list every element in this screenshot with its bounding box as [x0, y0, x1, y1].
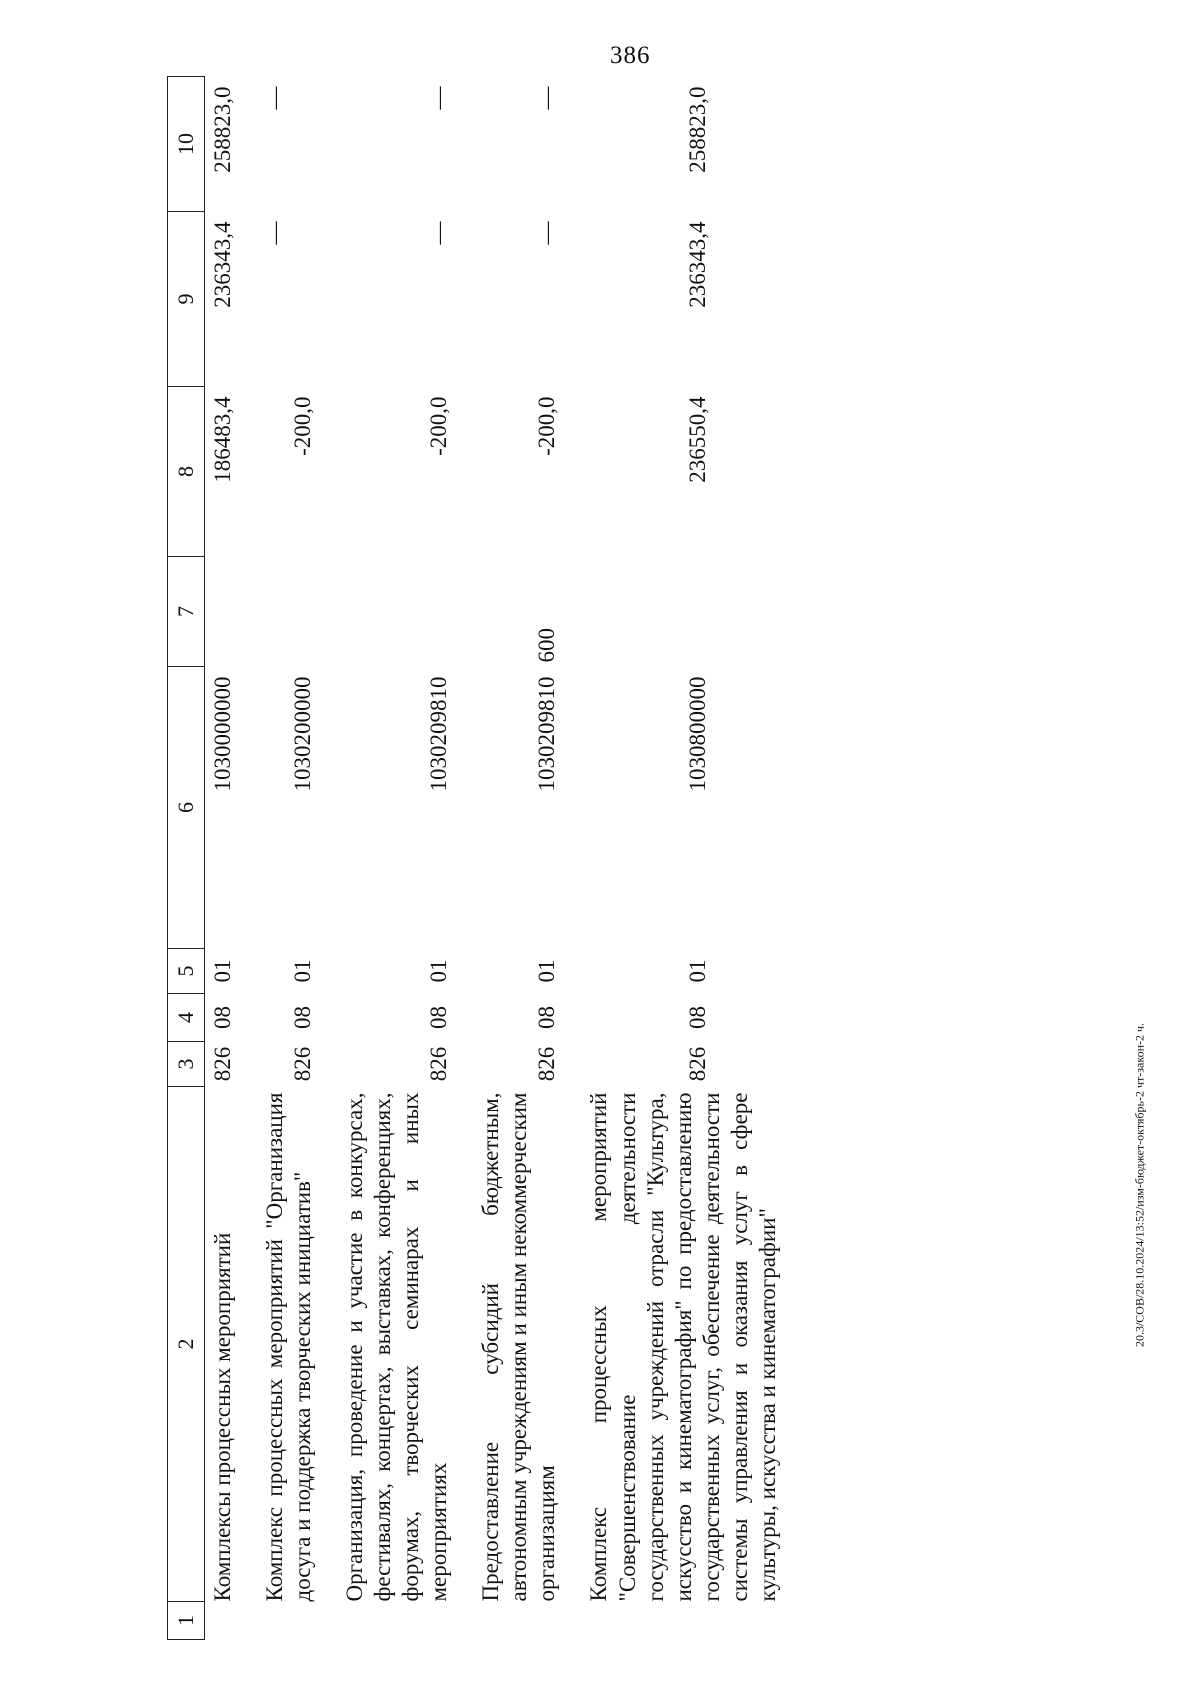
column-header: 4 — [168, 994, 205, 1042]
table-row — [581, 77, 781, 1640]
column-header: 1 — [168, 1602, 205, 1640]
cell-subsection: 01 — [210, 959, 235, 983]
cell-amount-2025: 236343,4 — [684, 221, 710, 308]
cell-amount-2024: -200,0 — [534, 396, 560, 456]
cell-amount-2026: 258823,0 — [684, 86, 710, 173]
row-description: Комплексы процессных мероприятий — [210, 1232, 235, 1602]
row-description: Комплекс процессных мероприятий "Организация досуга и поддержка творческих инициатив" — [262, 1092, 316, 1602]
cell-amount-2026: — — [426, 86, 452, 110]
cell-target-code: 1030800000 — [684, 676, 710, 792]
cell-amount-2025: — — [426, 221, 452, 245]
cell-amount-2025: — — [534, 221, 560, 245]
cell-expense-type — [581, 557, 781, 667]
row-description: Организация, проведение и участие в конкурсах, фестивалях, концертах, выставках, конференциях, форумах, творческих семинарах и иных мероприятиях — [342, 1092, 452, 1602]
column-header: 5 — [168, 949, 205, 994]
cell-target-code: 1030200000 — [290, 676, 316, 792]
cell-amount-2025: 236343,4 — [210, 221, 235, 308]
cell-ministry: 826 — [426, 1046, 452, 1082]
cell-section: 08 — [534, 1006, 560, 1029]
cell-amount-2026: — — [262, 86, 288, 110]
cell-ministry: 826 — [684, 1046, 710, 1082]
column-header: 9 — [168, 212, 205, 387]
cell-expense-type: 600 — [534, 628, 560, 663]
cell-target-code: 1030209810 — [426, 676, 452, 792]
cell-amount-2026: 258823,0 — [210, 86, 235, 173]
cell-expense-type — [337, 557, 453, 667]
column-header: 10 — [168, 77, 205, 212]
cell-ministry: 826 — [210, 1046, 235, 1082]
table-header-row — [168, 77, 205, 1640]
cell-amount-2024: 236550,4 — [684, 396, 710, 483]
table-row — [473, 77, 561, 1640]
column-header: 3 — [168, 1042, 205, 1087]
cell-amount-2024: 186483,4 — [210, 396, 235, 483]
table-row — [257, 77, 317, 1640]
cell-section: 08 — [290, 1006, 316, 1029]
cell-amount-2024: -200,0 — [290, 396, 316, 456]
cell-ministry: 826 — [534, 1046, 560, 1082]
cell-target-code: 1030209810 — [534, 676, 560, 792]
cell-amount-2025: — — [262, 221, 288, 245]
column-header: 2 — [168, 1087, 205, 1602]
row-description: Предоставление субсидий бюджетным, автономным учреждениям и иным некоммерческим организациям — [478, 1092, 560, 1602]
cell-section: 08 — [210, 1006, 235, 1029]
table-row — [337, 77, 453, 1640]
cell-subsection: 01 — [534, 959, 560, 983]
cell-section: 08 — [684, 1006, 710, 1029]
table-row — [205, 77, 238, 1640]
cell-section: 08 — [426, 1006, 452, 1029]
budget-table — [167, 76, 782, 1640]
cell-expense-type — [257, 557, 317, 667]
cell-subsection: 01 — [684, 959, 710, 983]
cell-target-code: 1030000000 — [210, 676, 235, 792]
column-header: 8 — [168, 387, 205, 557]
cell-subsection: 01 — [426, 959, 452, 983]
cell-expense-type — [205, 557, 238, 667]
document-footer-stamp: 20.3/СОВ/28.10.2024/13:52/изм-бюджет-октябрь-2 чт-закон-2 ч. — [1132, 1022, 1147, 1348]
page-number: 386 — [610, 42, 651, 69]
cell-amount-2024: -200,0 — [426, 396, 452, 456]
cell-subsection: 01 — [290, 959, 316, 983]
column-header: 6 — [168, 667, 205, 949]
budget-table-container — [167, 0, 1087, 1640]
cell-ministry: 826 — [290, 1046, 316, 1082]
column-header: 7 — [168, 557, 205, 667]
cell-amount-2026: — — [534, 86, 560, 110]
row-description: Комплекс процессных мероприятий "Совершенствование деятельности государственных учреждений отрасли "Культура, искусство и кинематография" по предоставлению государственных услуг, обеспечение деятельности системы управления и оказания услуг в сфере культуры, искусства и кинематографии" — [586, 1092, 780, 1602]
